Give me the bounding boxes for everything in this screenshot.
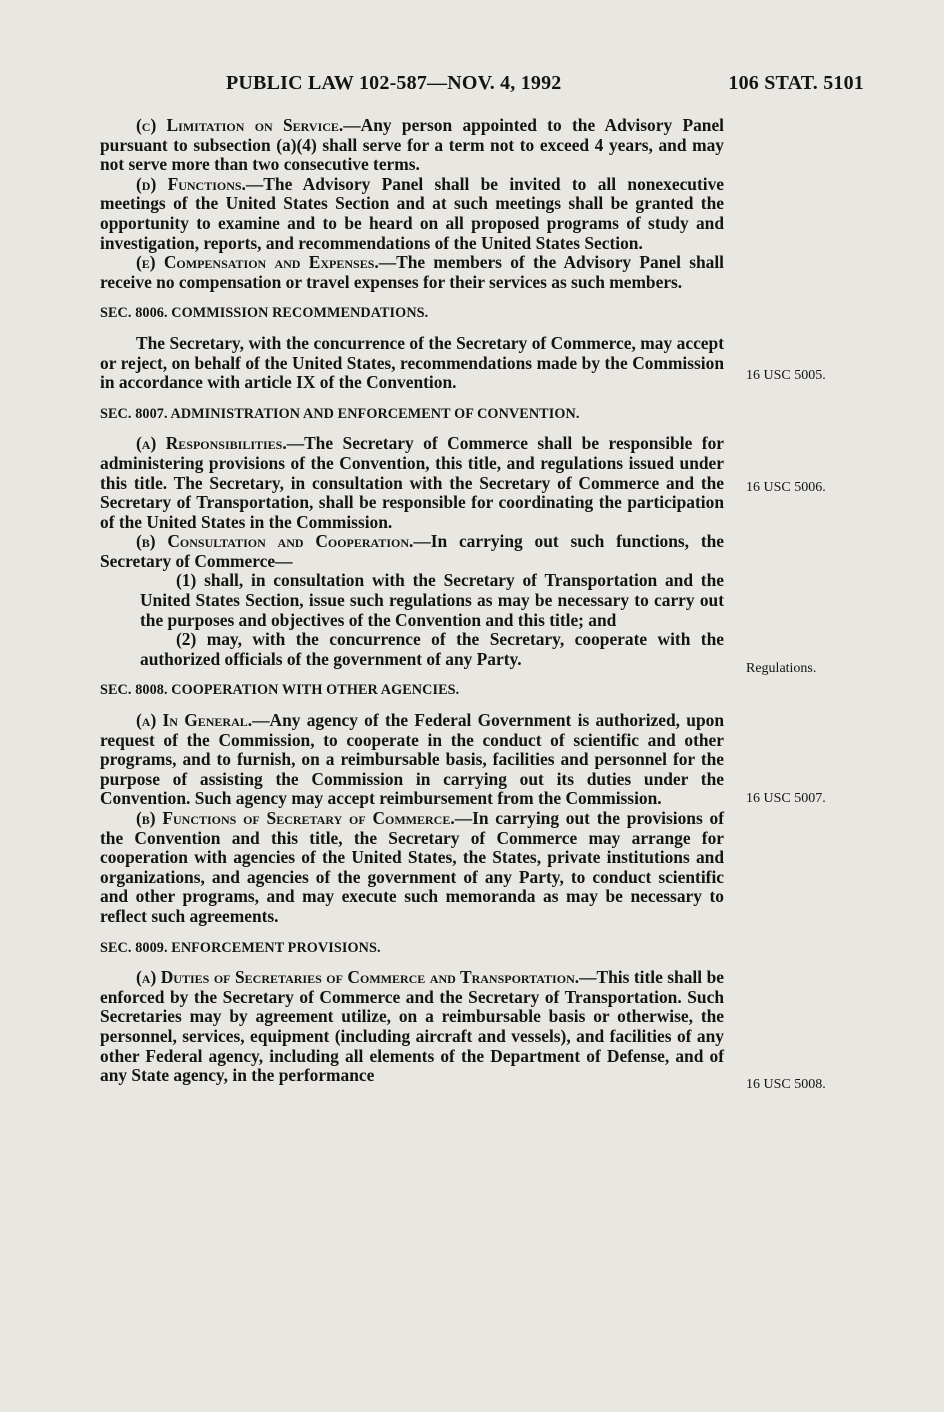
paragraph-e [100,253,724,292]
margin-note-usc-5005: 16 USC 5005. [746,368,826,383]
paragraph-text: —The Advisory Panel shall be invited to all nonexecutive meetings of the United States Section and at such meetings shall be granted the opportunity to examine and to be heard on all proposed programs of study and investigation, reports, and recommendations of the United States Section. [100,173,724,253]
stat-reference: 106 STAT. 5101 [728,72,864,94]
section-heading-8006: SEC. 8006. COMMISSION RECOMMENDATIONS. [100,305,429,322]
paragraph-d [100,175,724,253]
margin-note-usc-5006: 16 USC 5006. [746,480,826,495]
section-heading-8007: SEC. 8007. ADMINISTRATION AND ENFORCEMENT OF CONVENTION. [100,405,580,422]
margin-note-regulations: Regulations. [746,661,817,676]
paragraph-c [100,116,724,175]
document-body [100,116,724,1086]
paragraph-text: —In carrying out the provisions of the Convention and this title, the Secretary of Commerce may arrange for cooperation with agencies of the United States, the States, private institutions and organizations, and agencies of the government of any Party, to conduct scientific and other programs, and may execute such memoranda as may be necessary to reflect such agreements. [100,808,724,926]
subsection-heading: (b) Consultation and Cooperation. [136,531,414,552]
paragraph-8009-a [100,968,724,1086]
section-heading-8009: SEC. 8009. ENFORCEMENT PROVISIONS. [100,939,381,956]
subsection-heading: (b) Functions of Secretary of Commerce. [136,808,455,828]
subsection-heading: (a) Duties of Secretaries of Commerce and Transportation. [136,967,580,988]
subsection-heading: (e) Compensation and Expenses. [136,252,379,273]
running-head: PUBLIC LAW 102-587—NOV. 4, 1992 [226,72,562,94]
subsection-heading: (a) In General. [136,710,253,731]
paragraph-8008-a [100,711,724,809]
subsection-heading: (a) Responsibilities. [136,433,287,454]
paragraph-text: —The Secretary of Commerce shall be responsible for administering provisions of the Convention, this title, and regulations issued under this title. The Secretary, in consultation with the Secretary of Commerce and the Secretary of Transportation, shall be responsible for coordinating the participation of the United States in the Commission. [100,433,724,532]
section-heading-8008: SEC. 8008. COOPERATION WITH OTHER AGENCIES. [100,682,460,699]
page-header [100,68,864,108]
paragraph-8007-b [100,532,724,571]
paragraph-8006: The Secretary, with the concurrence of the Secretary of Commerce, may accept or reject, on behalf of the United States, recommendations made by the Commission in accordance with article IX of the Convention. [100,332,724,393]
paragraph-8007-b1: (1) shall, in consultation with the Secretary of Transportation and the United States Section, issue such regulations as may be necessary to carry out the purposes and objectives of the Convention and this title; and [140,570,724,630]
paragraph-8007-b2: (2) may, with the concurrence of the Secretary, cooperate with the authorized officials of the government of any Party. [140,629,724,669]
paragraph-text: —Any agency of the Federal Government is authorized, upon request of the Commission, to cooperate in the conduct of scientific and other programs, and to furnish, on a reimbursable basis, facilities and personnel for the purpose of assisting the Commission in carrying out its duties under the Convention. Such agency may accept reimbursement from the Commission. [100,710,725,809]
paragraph-8008-b [100,809,724,927]
paragraph-text: —Any person appointed to the Advisory Panel pursuant to subsection (a)(4) shall serve for a term not to exceed 4 years, and may not serve more than two consecutive terms. [100,115,724,175]
paragraph-text: —In carrying out such functions, the Secretary of Commerce— [100,531,724,571]
paragraph-8007-a [100,434,724,532]
paragraph-text: —The members of the Advisory Panel shall receive no compensation or travel expenses for their services as such members. [100,252,724,292]
margin-note-usc-5008: 16 USC 5008. [746,1077,826,1092]
paragraph-text: —This title shall be enforced by the Secretary of Commerce and the Secretary of Transportation. Such Secretaries may by agreement utilize, on a reimbursable basis or otherwise, the personnel, services, equipment (including aircraft and vessels), and facilities of any other Federal agency, including all elements of the Department of Defense, and of any State agency, in the performance [100,967,724,1086]
subsection-heading: (c) Limitation on Service. [136,115,344,135]
margin-note-usc-5007: 16 USC 5007. [746,791,826,806]
subsection-heading: (d) Functions. [136,173,246,194]
